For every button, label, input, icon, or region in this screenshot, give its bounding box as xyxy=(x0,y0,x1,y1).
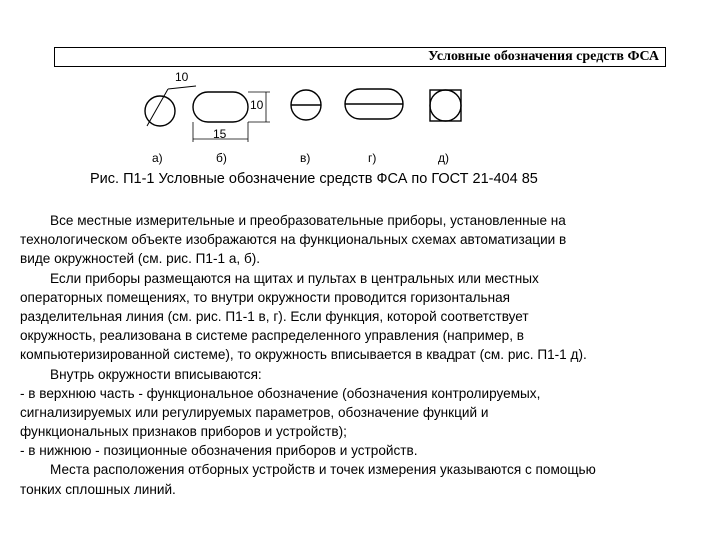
symbols-figure xyxy=(0,0,720,200)
symbol-d-oval-line xyxy=(345,89,403,119)
paragraph-line: виде окружностей (см. рис. П1-1 а, б). xyxy=(20,251,261,267)
body-text xyxy=(20,211,710,499)
paragraph-line: окружность, реализована в системе распределенного управления (например, в xyxy=(20,328,524,344)
paragraph-line: - в нижнюю - позиционные обозначения приборов и устройств. xyxy=(20,443,418,459)
label-d: г) xyxy=(368,151,377,165)
paragraph-line: функциональных признаков приборов и устройств); xyxy=(20,424,347,440)
symbol-e-circle-square xyxy=(430,90,461,121)
paragraph-line: - в верхнюю часть - функциональное обозначение (обозначения контролируемых, xyxy=(20,385,541,401)
figure-caption: Рис. П1-1 Условные обозначение средств ФСА по ГОСТ 21-404 85 xyxy=(90,171,538,187)
paragraph-line: технологическом объекте изображаются на функциональных схемах автоматизации в xyxy=(20,232,567,248)
paragraph-line: Внутрь окружности вписываются: xyxy=(50,366,262,382)
dim-oval-height: 10 xyxy=(250,98,264,112)
label-b: б) xyxy=(216,151,227,165)
label-e: д) xyxy=(438,151,449,165)
paragraph-line: Места расположения отборных устройств и точек измерения указываются с помощью xyxy=(50,462,596,478)
paragraph-line: компьютеризированной системе), то окружность вписывается в квадрат (см. рис. П1-1 д). xyxy=(20,347,587,363)
header-title: Условные обозначения средств ФСА xyxy=(428,49,659,64)
paragraph-line: Если приборы размещаются на щитах и пультах в центральных или местных xyxy=(50,270,539,286)
paragraph-line: Все местные измерительные и преобразовательные приборы, установленные на xyxy=(50,213,566,228)
paragraph-line: операторных помещениях, то внутри окружности проводится горизонтальная xyxy=(20,289,511,305)
dim-oval-width: 15 xyxy=(213,127,227,141)
label-a: а) xyxy=(152,151,163,165)
label-c: в) xyxy=(300,151,311,165)
symbol-c-circle-line xyxy=(291,90,321,120)
paragraph-line: тонких сплошных линий. xyxy=(20,481,176,497)
paragraph-line: сигнализируемых или регулируемых параметров, обозначение функций и xyxy=(20,404,489,420)
dim-circle-diameter: 10 xyxy=(175,70,189,84)
symbol-a-circle xyxy=(145,86,196,126)
paragraph-line: разделительная линия (см. рис. П1-1 в, г). Если функция, которой соответствует xyxy=(20,308,529,324)
